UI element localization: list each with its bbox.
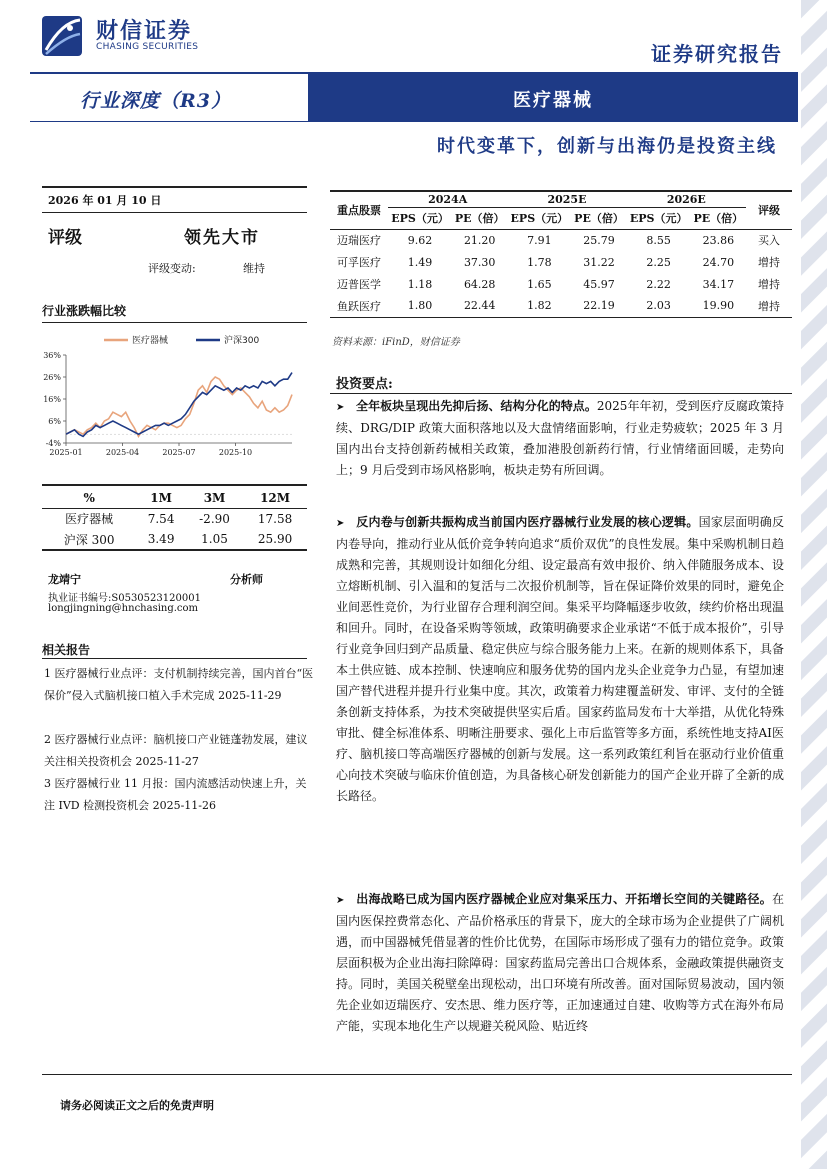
stock-cell: 19.90 [702, 299, 735, 313]
x-tick-label: 2025-10 [218, 448, 253, 457]
divider [42, 484, 307, 486]
key-point-2-lead: 反内卷与创新共振构成当前国内医疗器械行业发展的核心逻辑。 [356, 515, 699, 529]
stock-cell: 25.79 [583, 233, 615, 247]
stock-cell: 迈瑞医疗 [337, 234, 381, 248]
stock-cell: 22.19 [583, 299, 615, 313]
rating-change-label: 评级变动: [148, 262, 196, 275]
stock-cell: 37.30 [463, 255, 496, 269]
stock-cell: 1.82 [527, 299, 552, 313]
stock-cell: 64.28 [463, 277, 496, 291]
divider [330, 393, 792, 394]
stock-cell: 1.80 [407, 299, 433, 313]
stock-cell: 1.18 [407, 277, 433, 291]
y-tick-label: 26% [43, 373, 61, 382]
perf-cell: -2.90 [199, 511, 230, 526]
divider [42, 322, 307, 323]
key-point-3-lead: 出海战略已成为国内医疗器械企业应对集采压力、开拓增长空间的关键路径。 [356, 892, 772, 906]
perf-cell: 沪深 300 [63, 532, 115, 547]
table-row [330, 273, 792, 295]
key-point-2-body: 国家层面明确反内卷导向，推动行业从低价竞争转向追求“质价双优”的良性发展。集中采购机制日趋成熟和完善，其规则设计如细化分组、设定最高有效申报价、纳入伴随服务成本、设立熔断机制、引入温和的复活与二次报价机制等，旨在保证降价效果的同时，避免企业间恶性竞价，为行业留存合理利润空间。集采平均降幅逐步收敛，续约价格出现温和回升。同时，在设备采购等领域，政策明确要求企业承诺“不低于成本报价”，引导行业竞争回归到产品质量、稳定供应与综合服务能力上来。在新的规则体系下，具备本土供应链、成本控制、快速响应和服务优势的国内龙头企业竞争力凸显，有望加速国产替代进程并提升行业集中度。其次，政策着力构建覆盖研发、审评、支付的全链条创新支持体系，为技术突破提供坚实后盾。国家药监局发布十大举措，从优化特殊审批、健全标准体系、明晰注册要求、强化上市后监管等多方面，系统性地支持AI医疗、脑机接口等高端医疗器械的创新与发展。这一系列政策红利旨在驱动行业价值重心向技术突破与临床价值创造，为具备核心研发创新能力的国产企业开辟了全新的成长路径。 [336, 515, 784, 803]
key-point-1-body: 2025年年初，受到医疗反腐政策持续、DRG/DIP 政策大面积落地以及大盘情绪面影响，行业走势疲软；2025 年 3 月国内出台支持创新药械相关政策，叠加港股创新药行情，行业情绪面回暖，走势向上；9 月后受到市场风格影响，板块走势有所回调。 [336, 399, 784, 477]
stock-cell: 24.70 [702, 255, 735, 269]
key-point-1-lead: 全年板块呈现出先抑后扬、结构分化的特点。 [356, 399, 597, 413]
stock-cell: 可孚医疗 [337, 256, 381, 269]
stock-cell: 2.03 [646, 299, 671, 313]
stock-cell: 迈普医学 [337, 278, 381, 291]
rating-value: 领先大市 [184, 228, 260, 248]
bullet-arrow-icon: ➤ [336, 402, 345, 413]
stock-cell: 买入 [758, 234, 780, 248]
table-row [330, 251, 792, 273]
stock-cell: 7.91 [527, 233, 552, 247]
divider [42, 212, 307, 213]
pe-header: PE（倍） [454, 212, 505, 225]
table-row [330, 295, 792, 317]
key-point-3 [336, 889, 784, 1037]
report-category: 行业深度（R3） [80, 90, 232, 112]
footer-divider [42, 1074, 792, 1075]
stock-cell: 增持 [758, 256, 780, 269]
report-type: 证券研究报告 [651, 42, 783, 66]
table-row [330, 229, 792, 251]
year-header: 2026E [627, 192, 746, 207]
key-point-3-body: 在国内医保控费常态化、产品价格承压的背景下，庞大的全球市场为企业提供了广阔机遇，而中国器械凭借显著的性价比优势，在国际市场形成了强有力的错位竞争。政策层面积极为企业出海扫除障碍：国家药监局完善出口合规体系，金融政策提供融资支持。同时，美国关税壁垒出现松动，出口环境有所改善。面对国际贸易波动，国内领先企业如迈瑞医疗、安杰思、维力医疗等，正加速通过自建、收购等方式在海外布局产能，实现本地化生产以规避关税风险、贴近终 [336, 892, 784, 1033]
stock-cell: 31.22 [583, 255, 615, 269]
disclaimer-note: 请务必阅读正文之后的免责声明 [60, 1099, 214, 1112]
related-report-1[interactable]: 1 医疗器械行业点评：支付机制持续完善，国内首台“医保价”侵入式脑机接口植入手术完成 2025-11-29 [44, 667, 314, 702]
legend-label: 沪深300 [224, 336, 260, 346]
eps-header: EPS（元） [391, 212, 449, 225]
eps-header: EPS（元） [629, 212, 688, 225]
analyst-email[interactable]: longjingning@hnchasing.com [48, 603, 199, 614]
y-tick-label: 16% [43, 395, 61, 404]
bullet-arrow-icon: ➤ [336, 895, 345, 906]
rating-label: 评级 [48, 228, 82, 248]
perf-header-cell: 12M [260, 490, 291, 505]
stock-cell: 22.44 [463, 299, 496, 313]
x-tick-label: 2025-07 [162, 448, 196, 457]
stock-cell: 2.25 [646, 255, 671, 269]
x-tick-label: 2025-01 [49, 448, 83, 457]
headline: 时代变革下，创新与出海仍是投资主线 [437, 136, 777, 157]
divider [42, 186, 307, 188]
perf-cell: 25.90 [257, 532, 293, 546]
key-points-title: 投资要点: [336, 377, 393, 392]
table-source: 资料来源：iFinD，财信证券 [332, 337, 460, 348]
legend-label: 医疗器械 [132, 336, 169, 346]
year-header: 2024A [388, 192, 507, 207]
perf-header-cell: 1M [150, 490, 172, 505]
perf-cell: 7.54 [147, 511, 175, 526]
stock-col-header: 重点股票 [337, 204, 381, 218]
stock-cell: 23.86 [702, 233, 735, 247]
stock-cell: 45.97 [583, 277, 615, 291]
table-row [42, 529, 307, 550]
perf-cell: 3.49 [147, 532, 175, 546]
decorative-stripes [801, 0, 827, 1169]
key-point-1 [336, 396, 784, 481]
y-tick-label: -4% [45, 439, 61, 448]
stock-cell: 增持 [758, 299, 780, 313]
report-category-band [30, 72, 308, 122]
stock-cell: 21.20 [463, 233, 496, 247]
perf-header-cell: 3M [203, 490, 226, 505]
report-date: 2026 年 01 月 10 日 [48, 194, 162, 207]
divider [42, 658, 307, 659]
year-header: 2025E [507, 192, 626, 207]
perf-cell: 17.58 [257, 511, 293, 526]
stock-cell: 9.62 [407, 233, 433, 247]
perf-chart-title: 行业涨跌幅比较 [42, 304, 127, 318]
stock-cell: 8.55 [646, 233, 671, 247]
pe-header: PE（倍） [693, 212, 744, 225]
bullet-arrow-icon: ➤ [336, 518, 345, 529]
stock-cell: 34.17 [702, 277, 735, 291]
industry-name: 医疗器械 [513, 90, 593, 111]
stock-cell: 2.22 [646, 277, 671, 291]
analyst-name: 龙靖宁 [48, 573, 81, 586]
perf-cell: 医疗器械 [65, 512, 114, 527]
y-tick-label: 36% [43, 351, 61, 360]
y-tick-label: 6% [48, 417, 61, 426]
perf-header-cell: % [83, 490, 95, 505]
analyst-title: 分析师 [230, 573, 263, 586]
stock-cell: 增持 [758, 278, 780, 291]
stock-cell: 1.49 [407, 255, 433, 269]
rating-change-value: 维持 [243, 262, 265, 275]
key-point-2 [336, 512, 784, 807]
industry-band [308, 72, 798, 122]
logo-en: CHASING SECURITIES [96, 42, 199, 52]
perf-cell: 1.05 [201, 532, 228, 546]
analyst-cert: 执业证书编号:S0530523120001 [48, 593, 201, 604]
performance-chart [30, 325, 310, 465]
stock-cell: 1.65 [527, 277, 552, 291]
x-tick-label: 2025-04 [105, 448, 140, 457]
eps-header: EPS（元） [510, 212, 569, 225]
rating-col-header: 评级 [758, 204, 780, 218]
stock-cell: 鱼跃医疗 [337, 299, 381, 313]
performance-table [42, 488, 307, 551]
stock-table [330, 192, 792, 318]
related-title: 相关报告 [42, 643, 91, 657]
logo-name: 财信证券 [96, 19, 193, 44]
table-row [42, 508, 307, 529]
related-report-2[interactable]: 2 医疗器械行业点评：脑机接口产业链蓬勃发展，建议关注相关投资机会 2025-11-27 [44, 733, 308, 768]
related-report-3[interactable]: 3 医疗器械行业 11 月报：国内流感活动快速上升，关注 IVD 检测投资机会 2025-11-26 [44, 777, 307, 812]
pe-header: PE（倍） [574, 212, 624, 225]
stock-cell: 1.78 [527, 255, 552, 269]
